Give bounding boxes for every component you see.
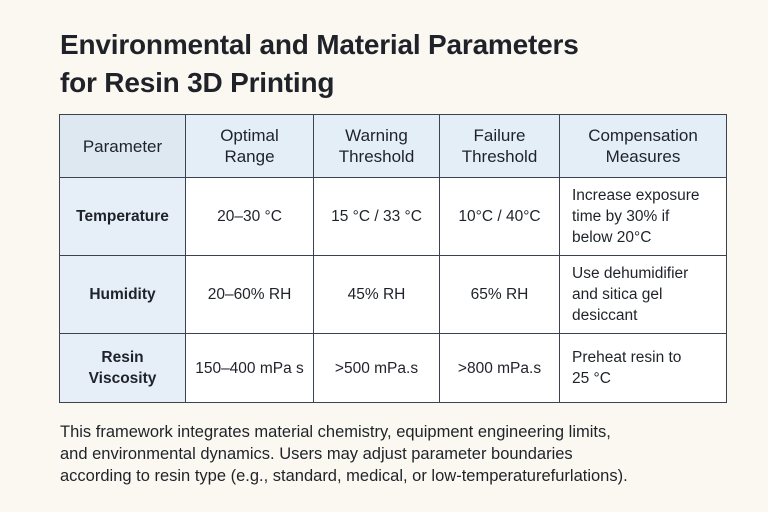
compensation-line: and sitica gel	[572, 286, 663, 303]
compensation-line: time by 30% if	[572, 208, 670, 225]
compensation-line: Increase exposure	[572, 187, 700, 204]
header-failure-threshold	[440, 115, 560, 178]
compensation-line: Use dehumidifier	[572, 265, 689, 282]
page-title	[60, 26, 720, 102]
table-row-temperature	[60, 178, 727, 256]
header-warning-threshold	[314, 115, 440, 178]
header-line: Warning	[345, 126, 408, 145]
compensation-line: desiccant	[572, 307, 638, 324]
description-paragraph	[60, 421, 740, 487]
cell-compensation	[560, 256, 727, 334]
table-header-row	[60, 115, 727, 178]
parameters-table	[59, 114, 727, 403]
table-row-humidity	[60, 256, 727, 334]
cell-warning-threshold: 45% RH	[314, 256, 440, 334]
description-line: according to resin type (e.g., standard, medical, or low-temperaturefurlations).	[60, 467, 628, 485]
header-line: Threshold	[338, 147, 415, 166]
cell-optimal-range: 20–30 °C	[186, 178, 314, 256]
description-line: and environmental dynamics. Users may adjust parameter boundaries	[60, 445, 573, 463]
header-line: Compensation	[588, 126, 698, 145]
header-line: Optimal	[220, 126, 279, 145]
cell-compensation	[560, 178, 727, 256]
cell-failure-threshold: 10°C / 40°C	[440, 178, 560, 256]
cell-optimal-range: 20–60% RH	[186, 256, 314, 334]
compensation-line: Preheat resin to	[572, 349, 682, 366]
header-line: Failure	[473, 126, 526, 145]
header-line: Threshold	[461, 147, 538, 166]
cell-optimal-range: 150–400 mPa s	[186, 334, 314, 403]
header-line: Range	[224, 147, 275, 166]
header-line: Measures	[605, 147, 681, 166]
cell-failure-threshold: >800 mPa.s	[440, 334, 560, 403]
cell-compensation	[560, 334, 727, 403]
title-line-2: for Resin 3D Printing	[60, 67, 335, 98]
description-line: This framework integrates material chemistry, equipment engineering limits,	[60, 423, 611, 441]
cell-parameter: Humidity	[60, 256, 186, 334]
cell-failure-threshold: 65% RH	[440, 256, 560, 334]
table-row-resin-viscosity	[60, 334, 727, 403]
header-parameter: Parameter	[60, 115, 186, 178]
cell-parameter: Temperature	[60, 178, 186, 256]
compensation-line: below 20°C	[572, 229, 652, 246]
header-compensation-measures	[560, 115, 727, 178]
cell-warning-threshold: >500 mPa.s	[314, 334, 440, 403]
cell-warning-threshold: 15 °C / 33 °C	[314, 178, 440, 256]
cell-parameter: Resin Viscosity	[60, 334, 186, 403]
title-line-1: Environmental and Material Parameters	[60, 29, 579, 60]
header-optimal-range	[186, 115, 314, 178]
compensation-line: 25 °C	[572, 370, 611, 387]
